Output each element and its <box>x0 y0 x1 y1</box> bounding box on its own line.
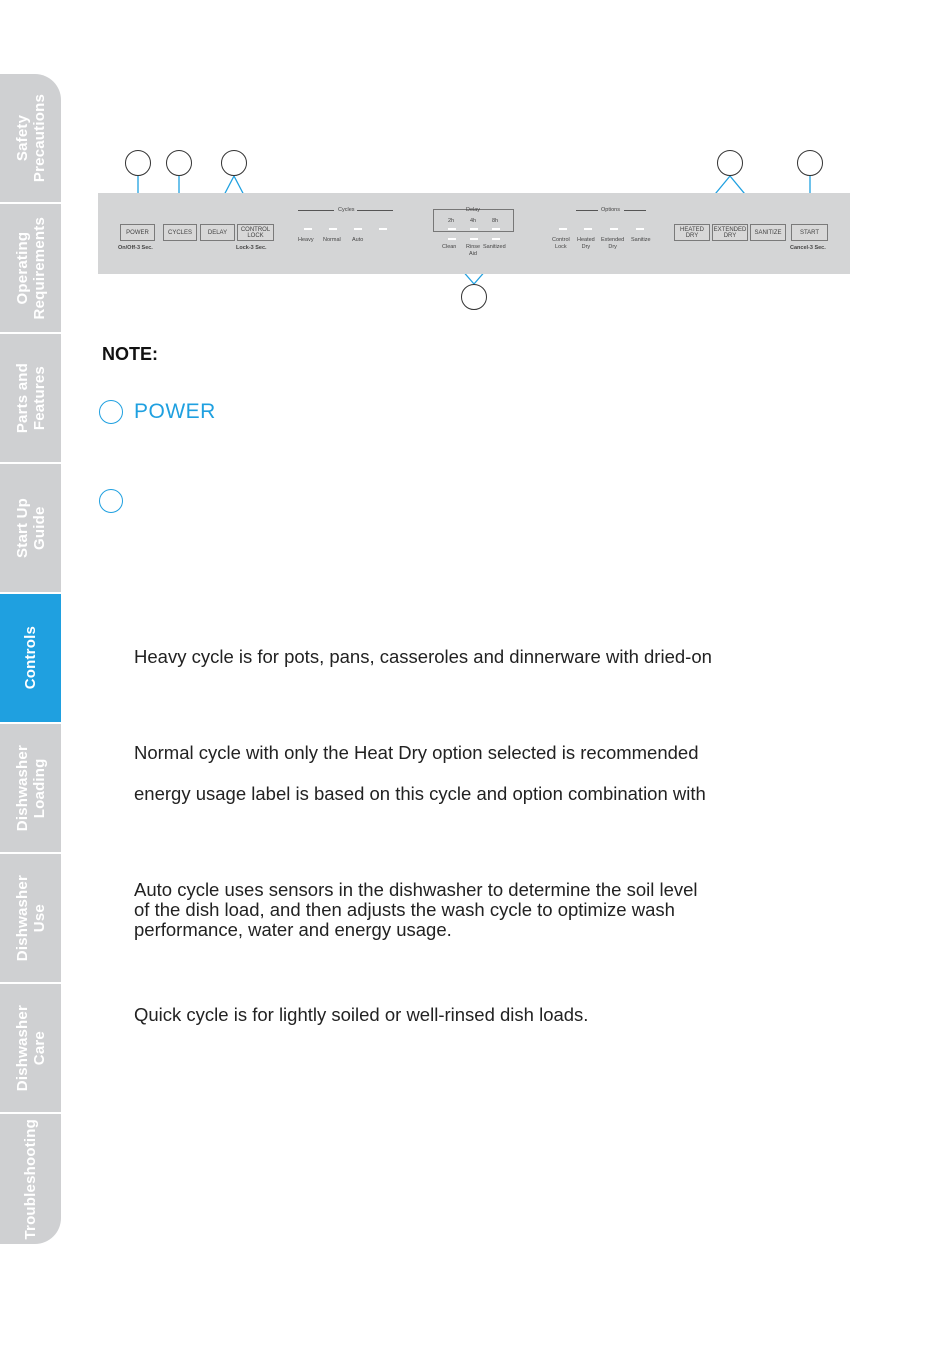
callout-circle-1 <box>125 150 151 176</box>
side-tab-dishwasher-loading[interactable] <box>0 724 61 854</box>
status-label-sanitized: Sanitized <box>483 244 506 250</box>
side-tab-safety-precautions[interactable] <box>0 74 61 204</box>
side-tab-label: Start Up Guide <box>13 498 48 558</box>
cycle-led <box>304 228 312 230</box>
paragraph-normal-line-2: energy usage label is based on this cycle and option combination with <box>134 783 706 804</box>
status-led <box>448 238 456 240</box>
paragraph-normal-line-1: Normal cycle with only the Heat Dry option selected is recommended <box>134 742 699 763</box>
side-tab-label: Safety Precautions <box>13 93 48 183</box>
cycles-rule-right <box>357 210 393 211</box>
side-tab-dishwasher-care[interactable] <box>0 984 61 1114</box>
side-tab-label: Troubleshooting <box>22 1118 39 1240</box>
control-panel-diagram <box>98 150 850 310</box>
cycle-led <box>354 228 362 230</box>
sanitize-button[interactable]: SANITIZE <box>750 224 786 241</box>
delay-label-2h: 2h <box>448 218 455 224</box>
control-panel <box>98 193 850 274</box>
option-label-extended-dry: Extended Dry <box>601 237 625 250</box>
delay-led <box>448 228 456 230</box>
side-tab-start-up-guide[interactable] <box>0 464 61 594</box>
option-label-control-lock: Control Lock <box>552 237 570 250</box>
cancel-hint: Cancel-3 Sec. <box>790 245 826 251</box>
side-tab-label: Dishwasher Loading <box>13 744 48 832</box>
side-tab-label: Parts and Features <box>13 362 48 434</box>
cycles-rule-left <box>298 210 334 211</box>
side-tab-troubleshooting[interactable] <box>0 1114 61 1244</box>
side-tab-operating-requirements[interactable] <box>0 204 61 334</box>
extended-dry-button[interactable]: EXTENDED DRY <box>712 224 748 241</box>
options-rule-right <box>624 210 646 211</box>
callout-circle-6 <box>461 284 487 310</box>
option-led <box>584 228 592 230</box>
heated-dry-button[interactable]: HEATED DRY <box>674 224 710 241</box>
side-tab-label: Dishwasher Care <box>13 1004 48 1092</box>
options-title: Options <box>601 207 620 213</box>
side-tab-label: Controls <box>22 626 39 690</box>
delay-label-4h: 4h <box>470 218 477 224</box>
section-title-power: POWER <box>134 400 216 423</box>
delay-label-8h: 8h <box>492 218 499 224</box>
option-label-sanitize: Sanitize <box>631 237 651 243</box>
callout-circle-2 <box>166 150 192 176</box>
side-tab-parts-and-features[interactable] <box>0 334 61 464</box>
delay-led <box>492 228 500 230</box>
paragraph-auto-line-2: of the dish load, and then adjusts the wash cycle to optimize wash <box>134 899 675 920</box>
paragraph-auto-line-3: performance, water and energy usage. <box>134 919 452 940</box>
option-led <box>610 228 618 230</box>
power-button[interactable]: POWER <box>120 224 155 241</box>
power-hint: On/Off-3 Sec. <box>118 245 153 251</box>
cycle-label-heavy: Heavy <box>298 237 314 243</box>
lock-hint: Lock-3 Sec. <box>236 245 267 251</box>
note-label: NOTE: <box>102 344 158 364</box>
cycle-label-normal: Normal <box>323 237 341 243</box>
status-led <box>492 238 500 240</box>
side-tab-label: Dishwasher Use <box>13 874 48 962</box>
status-label-rinse-aid: Rinse Aid <box>466 244 481 257</box>
section-marker-circle <box>99 400 123 424</box>
side-tab-dishwasher-use[interactable] <box>0 854 61 984</box>
delay-title: Delay <box>466 207 481 213</box>
options-rule-left <box>576 210 598 211</box>
side-tab-controls[interactable] <box>0 594 61 724</box>
side-tab-label: Operating Requirements <box>13 216 48 320</box>
status-led <box>470 238 478 240</box>
paragraph-quick: Quick cycle is for lightly soiled or well-rinsed dish loads. <box>134 1004 589 1025</box>
cycles-title: Cycles <box>338 207 355 213</box>
option-led <box>636 228 644 230</box>
control-lock-button[interactable]: CONTROL LOCK <box>237 224 274 241</box>
delay-led <box>470 228 478 230</box>
delay-button[interactable]: DELAY <box>200 224 235 241</box>
paragraph-auto-line-1: Auto cycle uses sensors in the dishwasher to determine the soil level <box>134 879 698 900</box>
status-label-clean: Clean <box>442 244 457 250</box>
option-led <box>559 228 567 230</box>
section-marker-circle <box>99 489 123 513</box>
cycle-label-auto: Auto <box>352 237 364 243</box>
cycle-led <box>379 228 387 230</box>
cycles-button[interactable]: CYCLES <box>163 224 197 241</box>
start-button[interactable]: START <box>791 224 828 241</box>
callout-circle-4 <box>717 150 743 176</box>
cycle-led <box>329 228 337 230</box>
paragraph-heavy: Heavy cycle is for pots, pans, casseroles and dinnerware with dried-on <box>134 646 712 667</box>
callout-circle-5 <box>797 150 823 176</box>
callout-circle-3 <box>221 150 247 176</box>
option-label-heated-dry: Heated Dry <box>577 237 595 250</box>
